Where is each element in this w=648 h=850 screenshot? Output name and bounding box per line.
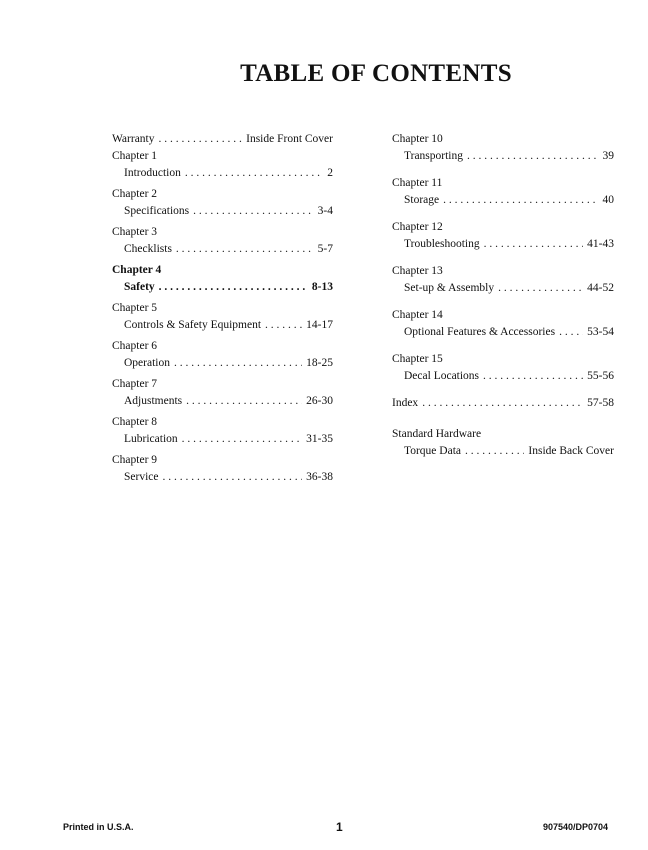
toc-entry-label: Operation: [124, 357, 170, 369]
toc-entry-page: 36-38: [306, 471, 333, 483]
toc-entry-label: Controls & Safety Equipment: [124, 319, 262, 331]
toc-entry-warranty[interactable]: [112, 131, 333, 148]
dot-leader: [176, 241, 314, 258]
toc-entry-page: 5-7: [317, 243, 333, 255]
dot-leader: [162, 469, 302, 486]
toc-entry-chapter-2[interactable]: [112, 186, 333, 220]
toc-entry-label: Service: [124, 471, 159, 483]
toc-entry-page: 2: [327, 167, 333, 179]
toc-entry-chapter-4[interactable]: [112, 262, 333, 296]
toc-entry-chapter-12[interactable]: [392, 219, 614, 253]
toc-entry-chapter-9[interactable]: [112, 452, 333, 486]
toc-entry-label: Troubleshooting: [404, 238, 480, 250]
page-title: TABLE OF CONTENTS: [240, 60, 512, 87]
toc-entry-chapter-7[interactable]: [112, 376, 333, 410]
dot-leader: [193, 203, 314, 220]
toc-entry-label: Torque Data: [404, 445, 461, 457]
toc-entry-page: 39: [602, 150, 614, 162]
footer-doc-code: 907540/DP0704: [542, 822, 608, 832]
toc-right-column: [392, 131, 614, 464]
footer-page-number: 1: [336, 820, 343, 834]
toc-entry-label: Checklists: [124, 243, 172, 255]
chapter-heading: Chapter 3: [112, 226, 158, 238]
chapter-heading: Chapter 12: [392, 221, 443, 233]
chapter-heading: Chapter 11: [392, 177, 443, 189]
dot-leader: [483, 368, 583, 385]
toc-entry-chapter-6[interactable]: [112, 338, 333, 372]
dot-leader: [185, 165, 323, 182]
toc-entry-chapter-15[interactable]: [392, 351, 614, 385]
toc-entry-chapter-5[interactable]: [112, 300, 333, 334]
toc-entry-page: 18-25: [306, 357, 333, 369]
toc-entry-label: Set-up & Assembly: [404, 282, 495, 294]
dot-leader: [186, 393, 302, 410]
chapter-heading: Chapter 9: [112, 454, 158, 466]
toc-entry-label: Specifications: [124, 205, 190, 217]
toc-entry-chapter-13[interactable]: [392, 263, 614, 297]
chapter-heading: Standard Hardware: [392, 428, 482, 440]
chapter-heading: Chapter 8: [112, 416, 158, 428]
toc-entry-chapter-8[interactable]: [112, 414, 333, 448]
dot-leader: [422, 395, 583, 412]
toc-entry-chapter-11[interactable]: [392, 175, 614, 209]
dot-leader: [443, 192, 598, 209]
dot-leader: [559, 324, 583, 341]
toc-entry-page: 40: [602, 194, 614, 206]
dot-leader: [182, 431, 303, 448]
toc-entry-chapter-14[interactable]: [392, 307, 614, 341]
dot-leader: [174, 355, 302, 372]
toc-entry-label: Optional Features & Accessories: [404, 326, 556, 338]
chapter-heading: Chapter 6: [112, 340, 158, 352]
toc-left-column: [112, 131, 333, 490]
dot-leader: [484, 236, 584, 253]
toc-entry-label: Lubrication: [124, 433, 178, 445]
toc-entry-label: Storage: [404, 194, 440, 206]
chapter-heading: Chapter 15: [392, 353, 443, 365]
toc-entry-index[interactable]: [392, 395, 614, 412]
toc-entry-label: Warranty: [112, 133, 155, 145]
chapter-heading: Chapter 14: [392, 309, 443, 321]
toc-entry-page: 41-43: [587, 238, 614, 250]
chapter-heading: Chapter 1: [112, 150, 158, 162]
toc-entry-page: Inside Front Cover: [246, 133, 333, 145]
dot-leader: [265, 317, 302, 334]
toc-entry-standard-hardware[interactable]: [392, 426, 614, 460]
toc-entry-page: 57-58: [587, 397, 614, 409]
toc-entry-chapter-1[interactable]: [112, 148, 333, 182]
toc-entry-label: Introduction: [124, 167, 181, 179]
toc-entry-page: 53-54: [587, 326, 614, 338]
toc-entry-page: 31-35: [306, 433, 333, 445]
footer-printed-in: Printed in U.S.A.: [63, 822, 134, 832]
chapter-heading: Chapter 4: [112, 264, 162, 276]
toc-entry-page: Inside Back Cover: [528, 445, 614, 457]
dot-leader: [498, 280, 583, 297]
chapter-heading: Chapter 7: [112, 378, 158, 390]
chapter-heading: Chapter 2: [112, 188, 158, 200]
toc-entry-label: Index: [392, 397, 419, 409]
toc-entry-chapter-3[interactable]: [112, 224, 333, 258]
toc-entry-label: Transporting: [404, 150, 463, 162]
toc-entry-label: Adjustments: [124, 395, 183, 407]
dot-leader: [465, 443, 524, 460]
toc-entry-page: 14-17: [306, 319, 333, 331]
toc-entry-page: 8-13: [311, 281, 333, 293]
chapter-heading: Chapter 5: [112, 302, 158, 314]
dot-leader: [159, 131, 243, 148]
toc-entry-chapter-10[interactable]: [392, 131, 614, 165]
toc-entry-label: Decal Locations: [404, 370, 480, 382]
chapter-heading: Chapter 13: [392, 265, 443, 277]
toc-entry-page: 3-4: [317, 205, 333, 217]
toc-entry-page: 44-52: [587, 282, 614, 294]
dot-leader: [467, 148, 599, 165]
dot-leader: [159, 279, 308, 296]
toc-entry-page: 55-56: [587, 370, 614, 382]
toc-entry-label: Safety: [124, 281, 155, 293]
chapter-heading: Chapter 10: [392, 133, 443, 145]
toc-entry-page: 26-30: [306, 395, 333, 407]
